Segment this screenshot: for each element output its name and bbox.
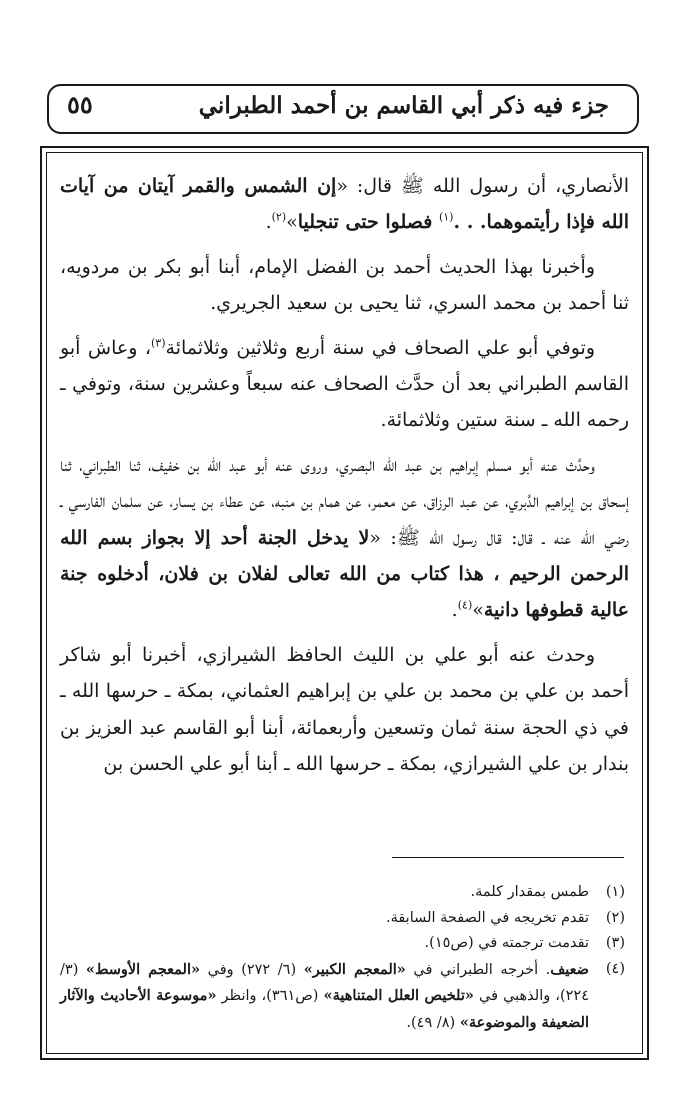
book-title: «تلخيص العلل المتناهية»	[323, 987, 474, 1004]
paragraph-5: وحدث عنه أبو علي بن الليث الحافظ الشيرازي، أخبرنا أبو شاكر أحمد بن علي بن محمد بن علي بن إبراهيم العثماني، بمكة ـ حرسها الله ـ في ذي الحجة سنة ثمان وتسعين وأربعمائة، أبنا أبو القاسم عبد العزيز بن بندار بن علي الشيرازي، بمكة ـ حرسها الله ـ أبنا أبو علي الحسن بن	[60, 643, 629, 776]
text-run: (ص٣٦١)، وانظر	[216, 988, 324, 1004]
footnote-text	[60, 957, 589, 1037]
footnote-item	[60, 931, 625, 957]
book-title: «المعجم الأوسط»	[85, 960, 201, 978]
footnote-ref[interactable]: (١)	[438, 211, 454, 225]
footnote-ref[interactable]: (٤)	[457, 599, 473, 613]
book-title: «المعجم الكبير»	[303, 960, 406, 978]
text-run: .	[265, 211, 272, 234]
footnote-item	[60, 957, 625, 1037]
hadith-bold-text: لا يدخل الجنة أحد إلا بجواز بسم الله الرحمن الرحيم ، هذا كتاب من الله تعالى لفلان بن فلان، أدخلوه جنة عالية قطوفها دانية	[60, 526, 629, 622]
main-text	[60, 168, 629, 791]
paragraph-2: وأخبرنا بهذا الحديث أحمد بن الفضل الإمام، أبنا أبو بكر بن مردويه، ثنا أحمد بن محمد السري، ثنا يحيى بن سعيد الجريري.	[60, 255, 629, 315]
footnote-ref[interactable]: (٢)	[271, 211, 287, 225]
text-run: وحدَّث عنه أبو مسلم إبراهيم بن عبد الله البصري، وروى عنه أبو عبد الله بن خفيف، ثنا الطبراني، ثنا إسحاق بن إبراهيم الدَّبري، عن عبد الرزاق، عن معمر، عن همام بن منبه، عن عطاء بن يسار، عن سلمان الفارسي ـ رضي الله عنه ـ قال: قال رسول الله ﷺ: «	[60, 453, 629, 549]
text-run: . أخرجه الطبراني في	[405, 961, 551, 978]
text-run: »	[472, 599, 484, 622]
footnote-text: تقدمت ترجمته في (ص١٥).	[424, 935, 589, 951]
text-run: »	[286, 211, 298, 234]
footnote-item	[60, 906, 625, 932]
hadith-bold-text: فصلوا حتى تنجليا	[297, 211, 439, 234]
text-run: .	[451, 599, 458, 622]
text-run: (٨/ ٤٩).	[406, 1014, 460, 1031]
footnote-item	[60, 880, 625, 906]
footnote-number: (٢)	[605, 909, 625, 926]
paragraph-1	[60, 168, 629, 241]
footnote-number: (٤)	[605, 960, 625, 977]
footnote-text: طمس بمقدار كلمة.	[470, 884, 589, 900]
text-run: (٣/ ٢٢٤)، والذهبي في	[60, 961, 589, 1004]
footnote-ref[interactable]: (٣)	[151, 336, 166, 350]
footnote-text: تقدم تخريجه في الصفحة السابقة.	[385, 909, 589, 926]
text-run: (٦/ ٢٧٢) وفي	[200, 961, 304, 978]
page-number: ٥٥	[67, 90, 93, 119]
footnotes	[60, 880, 625, 1036]
footnote-number: (١)	[605, 884, 625, 900]
text-run: الأنصاري، أن رسول الله ﷺ قال: «	[336, 175, 630, 197]
grading-label: ضعيف	[550, 960, 589, 978]
paragraph-4	[60, 447, 629, 629]
text-run: وتوفي أبو علي الصحاف في سنة أربع وثلاثين وثلاثمائة	[165, 336, 596, 359]
footnote-separator	[392, 857, 624, 858]
paragraph-3	[60, 330, 629, 439]
running-title: جزء فيه ذكر أبي القاسم بن أحمد الطبراني	[198, 92, 609, 119]
text-run: ، وعاش أبو القاسم الطبراني بعد أن حدَّث الصحاف عنه سبعاً وعشرين سنة، وتوفي ـ رحمه الله ـ سنة ستين وثلاثمائة.	[60, 336, 629, 432]
book-title: «موسوعة الأحاديث والآثار الضعيفة والموضوعة»	[60, 987, 589, 1031]
hadith-bold-text: إن الشمس والقمر آيتان من آيات الله فإذا رأيتموهما. . .	[60, 175, 629, 234]
footnote-number: (٣)	[605, 935, 625, 951]
running-header	[47, 84, 639, 134]
